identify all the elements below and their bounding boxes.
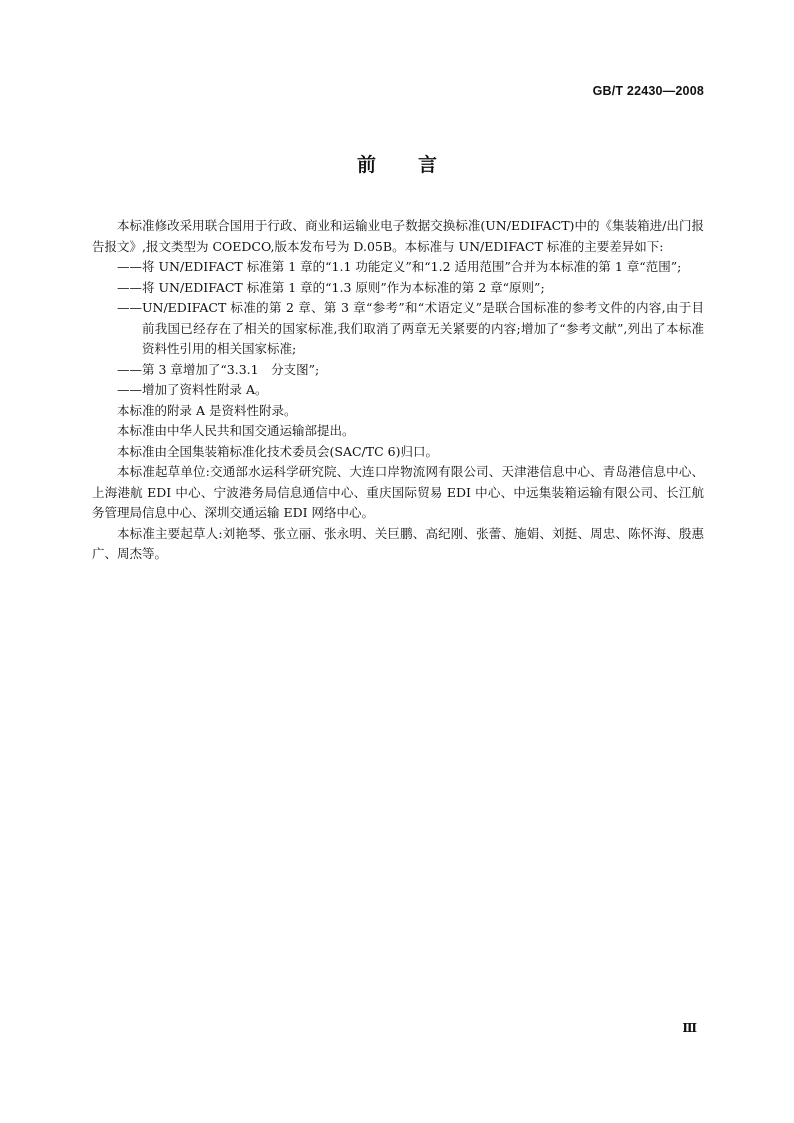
drafters-paragraph: 本标准主要起草人:刘艳琴、张立丽、张永明、关巨鹏、高纪刚、张蕾、施娟、刘挺、周忠、陈怀海、殷惠广、周杰等。: [92, 525, 704, 561]
intro-paragraph: 本标准修改采用联合国用于行政、商业和运输业电子数据交换标准(UN/EDIFACT)中的《集装箱进/出门报告报文》,报文类型为 COEDCO,版本发布号为 D.05B。本标准与 UN/EDIFACT 标准的主要差异如下:: [92, 218, 704, 254]
difference-item: ——增加了资料性附录 A。: [117, 382, 268, 397]
page-title: 前言: [356, 154, 479, 176]
proposer-paragraph: 本标准由中华人民共和国交通运输部提出。: [117, 423, 355, 438]
difference-item: ——第 3 章增加了“3.3.1 分支图”;: [117, 361, 320, 377]
administrator-paragraph: 本标准由全国集装箱标准化技术委员会(SAC/TC 6)归口。: [117, 443, 438, 459]
drafting-units-paragraph: 本标准起草单位:交通部水运科学研究院、大连口岸物流网有限公司、天津港信息中心、青岛港信息中心、上海港航 EDI 中心、宁波港务局信息通信中心、重庆国际贸易 EDI 中心、中远集装箱运输有限公司、长江航务管理局信息中心、深圳交通运输 EDI 网络中心。: [92, 464, 704, 520]
difference-item: ——UN/EDIFACT 标准的第 2 章、第 3 章“参考”和“术语定义”是联合国标准的参考文件的内容,由于目前我国已经存在了相关的国家标准,我们取消了两章无关紧要的内容;增加了“参考文献”,列出了本标准资料性引用的相关国家标准;: [117, 300, 704, 356]
standard-number: GB/T 22430—2008: [592, 84, 704, 98]
difference-item: ——将 UN/EDIFACT 标准第 1 章的“1.1 功能定义”和“1.2 适用范围”合并为本标准的第 1 章“范围”;: [117, 259, 682, 274]
foreword-body: [92, 216, 704, 565]
difference-item: ——将 UN/EDIFACT 标准第 1 章的“1.3 原则”作为本标准的第 2 章“原则”;: [117, 279, 545, 295]
page-number: Ⅲ: [682, 1021, 697, 1035]
annex-note-paragraph: 本标准的附录 A 是资料性附录。: [117, 402, 297, 418]
